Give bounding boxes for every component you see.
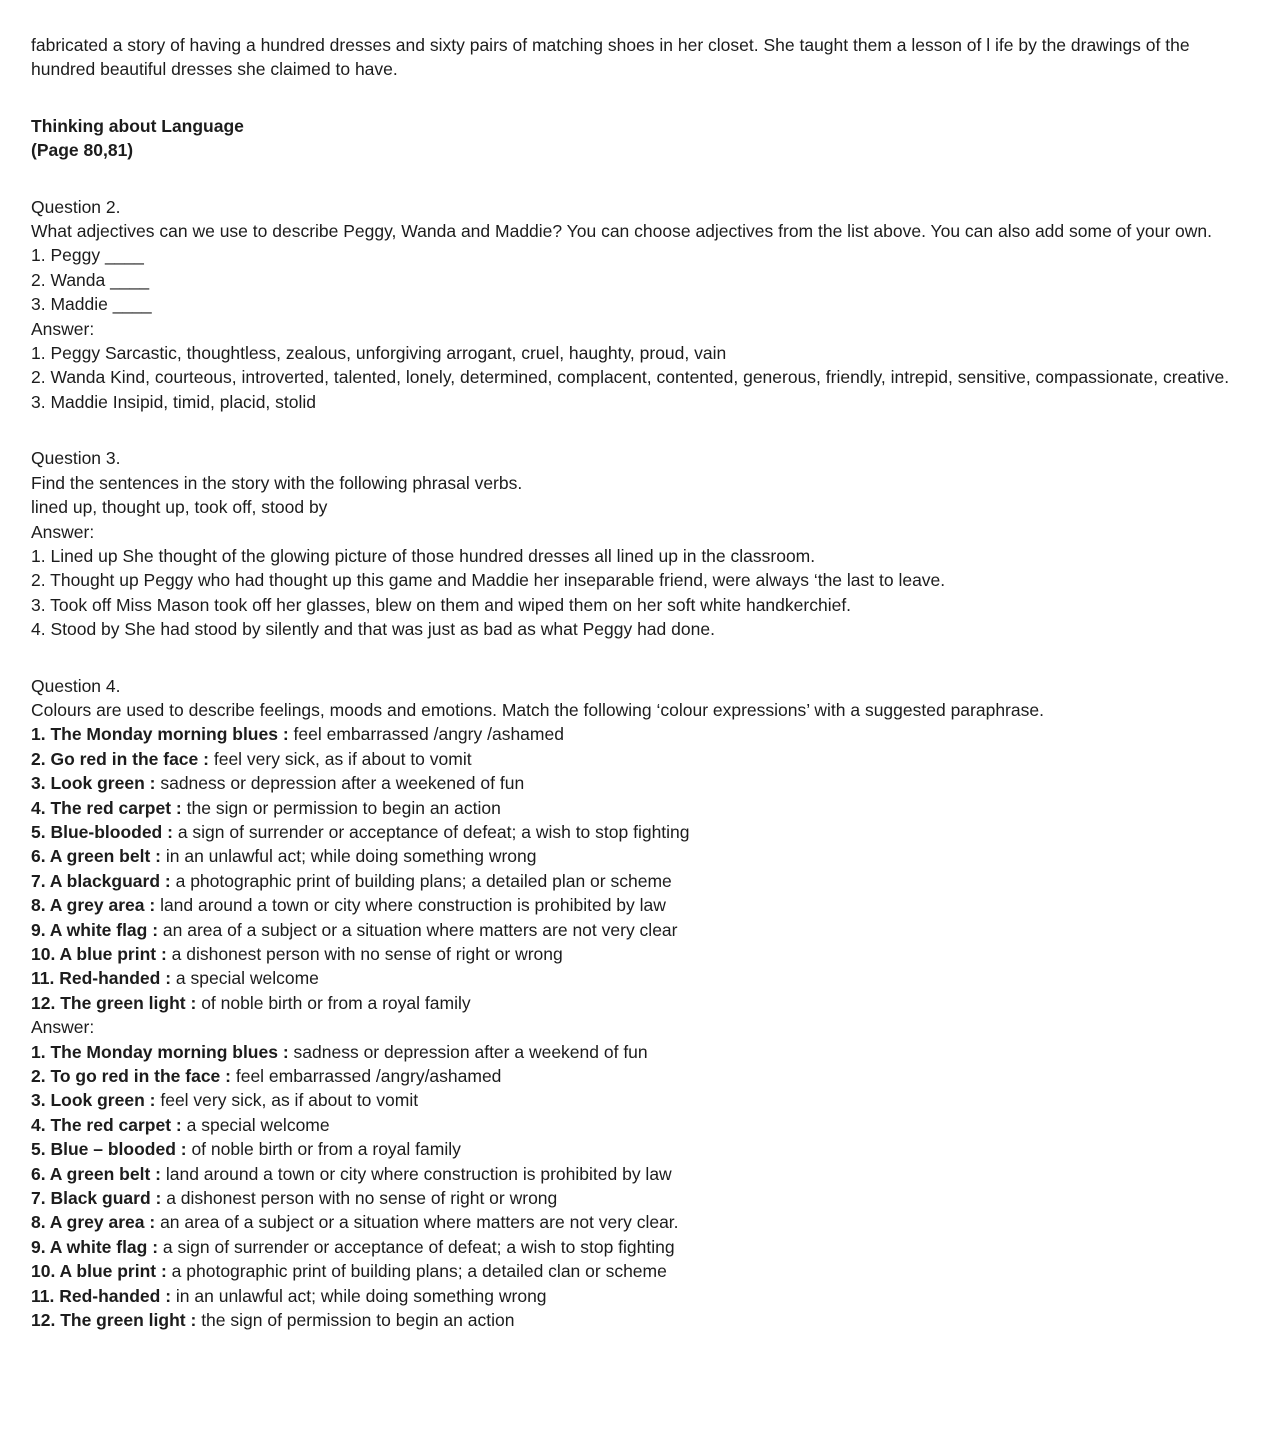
question-3-block [31, 446, 1245, 641]
answer-definition: of noble birth or from a royal family [191, 1139, 461, 1160]
answer-item [31, 1137, 1245, 1161]
answer-item [31, 1064, 1245, 1088]
answer-item [31, 1259, 1245, 1283]
match-term: 6. A green belt : [31, 846, 161, 867]
question-3-answer: 1. Lined up She thought of the glowing picture of those hundred dresses all lined up in the classroom. [31, 545, 816, 566]
answer-term: 8. A grey area : [31, 1212, 156, 1233]
match-term: 12. The green light : [31, 992, 197, 1013]
match-term: 7. A blackguard : [31, 870, 171, 891]
question-3-prompt: Find the sentences in the story with the following phrasal verbs. [31, 472, 523, 493]
intro-paragraph: fabricated a story of having a hundred dresses and sixty pairs of matching shoes in her closet. She taught them a lesson of l ife by the drawings of the hundred beautiful dresses she claimed to have. [31, 35, 1190, 80]
section-page-ref: (Page 80,81) [31, 140, 134, 161]
match-definition: a dishonest person with no sense of right or wrong [171, 944, 563, 964]
question-2-block [31, 195, 1245, 415]
question-2-answer: 3. Maddie Insipid, timid, placid, stolid [31, 391, 316, 412]
match-definition: in an unlawful act; while doing something wrong [165, 846, 537, 867]
answer-definition: feel very sick, as if about to vomit [160, 1090, 419, 1111]
match-term: 5. Blue-blooded : [31, 821, 173, 842]
match-term: 8. A grey area : [31, 895, 156, 916]
answer-term: 11. Red-handed : [31, 1285, 172, 1306]
match-definition: feel very sick, as if about to vomit [213, 748, 472, 769]
question-3-answer-label: Answer: [31, 521, 95, 542]
answer-definition: in an unlawful act; while doing something wrong [175, 1285, 547, 1306]
question-2-blank: 3. Maddie ____ [31, 294, 152, 315]
match-term: 9. A white flag : [31, 919, 159, 940]
answer-item [31, 1308, 1245, 1332]
answer-item [31, 1088, 1245, 1112]
match-item [31, 844, 1245, 868]
question-3-label: Question 3. [31, 448, 121, 469]
match-item [31, 966, 1245, 990]
section-title: Thinking about Language [31, 115, 244, 136]
section-heading [31, 114, 1245, 163]
match-term: 11. Red-handed : [31, 968, 172, 989]
answer-item [31, 1162, 1245, 1186]
match-term: 10. A blue print : [31, 944, 167, 964]
answer-term: 7. Black guard : [31, 1188, 162, 1209]
match-item [31, 796, 1245, 820]
match-item [31, 918, 1245, 942]
answer-definition: land around a town or city where construction is prohibited by law [165, 1163, 672, 1184]
answer-item [31, 1210, 1245, 1234]
question-3-phrasal-verbs: lined up, thought up, took off, stood by [31, 497, 328, 518]
match-item [31, 893, 1245, 917]
answer-item [31, 1284, 1245, 1308]
question-2-blank: 2. Wanda ____ [31, 269, 150, 290]
answer-definition: feel embarrassed /angry/ashamed [235, 1066, 502, 1087]
match-item [31, 722, 1245, 746]
answer-term: 4. The red carpet : [31, 1114, 182, 1135]
match-item [31, 869, 1245, 893]
question-2-prompt: What adjectives can we use to describe Peggy, Wanda and Maddie? You can choose adjectives from the list above. You can also add some of your own. [31, 221, 1212, 242]
match-definition: feel embarrassed /angry /ashamed [293, 724, 564, 745]
answer-term: 5. Blue – blooded : [31, 1139, 187, 1160]
match-definition: a sign of surrender or acceptance of defeat; a wish to stop fighting [177, 821, 690, 842]
answer-definition: a photographic print of building plans; a detailed clan or scheme [171, 1261, 667, 1282]
answer-definition: the sign of permission to begin an action [201, 1310, 515, 1331]
match-definition: land around a town or city where construction is prohibited by law [160, 895, 666, 916]
question-2-answer: 2. Wanda Kind, courteous, introverted, talented, lonely, determined, complacent, contented, generous, friendly, intrepid, sensitive, compassionate, creative. [31, 367, 1230, 388]
answer-term: 9. A white flag : [31, 1236, 159, 1257]
answer-term: 6. A green belt : [31, 1163, 161, 1184]
match-definition: of noble birth or from a royal family [201, 992, 471, 1013]
answer-item [31, 1040, 1245, 1064]
match-item [31, 991, 1245, 1015]
question-4-label: Question 4. [31, 675, 121, 696]
answer-definition: a sign of surrender or acceptance of defeat; a wish to stop fighting [162, 1236, 675, 1257]
question-2-blank: 1. Peggy ____ [31, 245, 144, 266]
question-4-block [31, 674, 1245, 1333]
match-item [31, 771, 1245, 795]
question-3-answer: 2. Thought up Peggy who had thought up this game and Maddie her inseparable friend, were always ‘the last to leave. [31, 570, 946, 591]
match-definition: a photographic print of building plans; a detailed plan or scheme [175, 870, 672, 891]
question-2-label: Question 2. [31, 196, 121, 217]
question-2-answer: 1. Peggy Sarcastic, thoughtless, zealous, unforgiving arrogant, cruel, haughty, proud, vain [31, 343, 727, 364]
answer-item [31, 1113, 1245, 1137]
answer-item [31, 1235, 1245, 1259]
match-item [31, 942, 1245, 966]
answer-term: 12. The green light : [31, 1310, 197, 1331]
answer-item [31, 1186, 1245, 1210]
question-4-prompt: Colours are used to describe feelings, moods and emotions. Match the following ‘colour expressions’ with a suggested paraphrase. [31, 699, 1044, 720]
match-item [31, 820, 1245, 844]
match-definition: an area of a subject or a situation where matters are not very clear [162, 919, 678, 940]
answer-term: 2. To go red in the face : [31, 1066, 231, 1087]
question-4-answer-label: Answer: [31, 1017, 95, 1038]
answer-definition: an area of a subject or a situation where matters are not very clear. [160, 1212, 679, 1233]
match-term: 1. The Monday morning blues : [31, 724, 289, 745]
answer-definition: a special welcome [186, 1114, 330, 1135]
match-term: 3. Look green : [31, 773, 156, 794]
match-definition: the sign or permission to begin an action [186, 797, 501, 818]
match-definition: a special welcome [175, 968, 319, 989]
question-2-answer-label: Answer: [31, 318, 95, 339]
answer-term: 1. The Monday morning blues : [31, 1041, 289, 1062]
match-definition: sadness or depression after a weekened of fun [160, 773, 525, 794]
answer-definition: a dishonest person with no sense of right or wrong [166, 1188, 558, 1209]
match-term: 2. Go red in the face : [31, 748, 209, 769]
answer-term: 3. Look green : [31, 1090, 156, 1111]
question-3-answer: 4. Stood by She had stood by silently and that was just as bad as what Peggy had done. [31, 619, 715, 640]
match-item [31, 747, 1245, 771]
match-term: 4. The red carpet : [31, 797, 182, 818]
question-3-answer: 3. Took off Miss Mason took off her glasses, blew on them and wiped them on her soft white handkerchief. [31, 594, 852, 615]
answer-definition: sadness or depression after a weekend of fun [293, 1041, 648, 1062]
answer-term: 10. A blue print : [31, 1261, 167, 1282]
